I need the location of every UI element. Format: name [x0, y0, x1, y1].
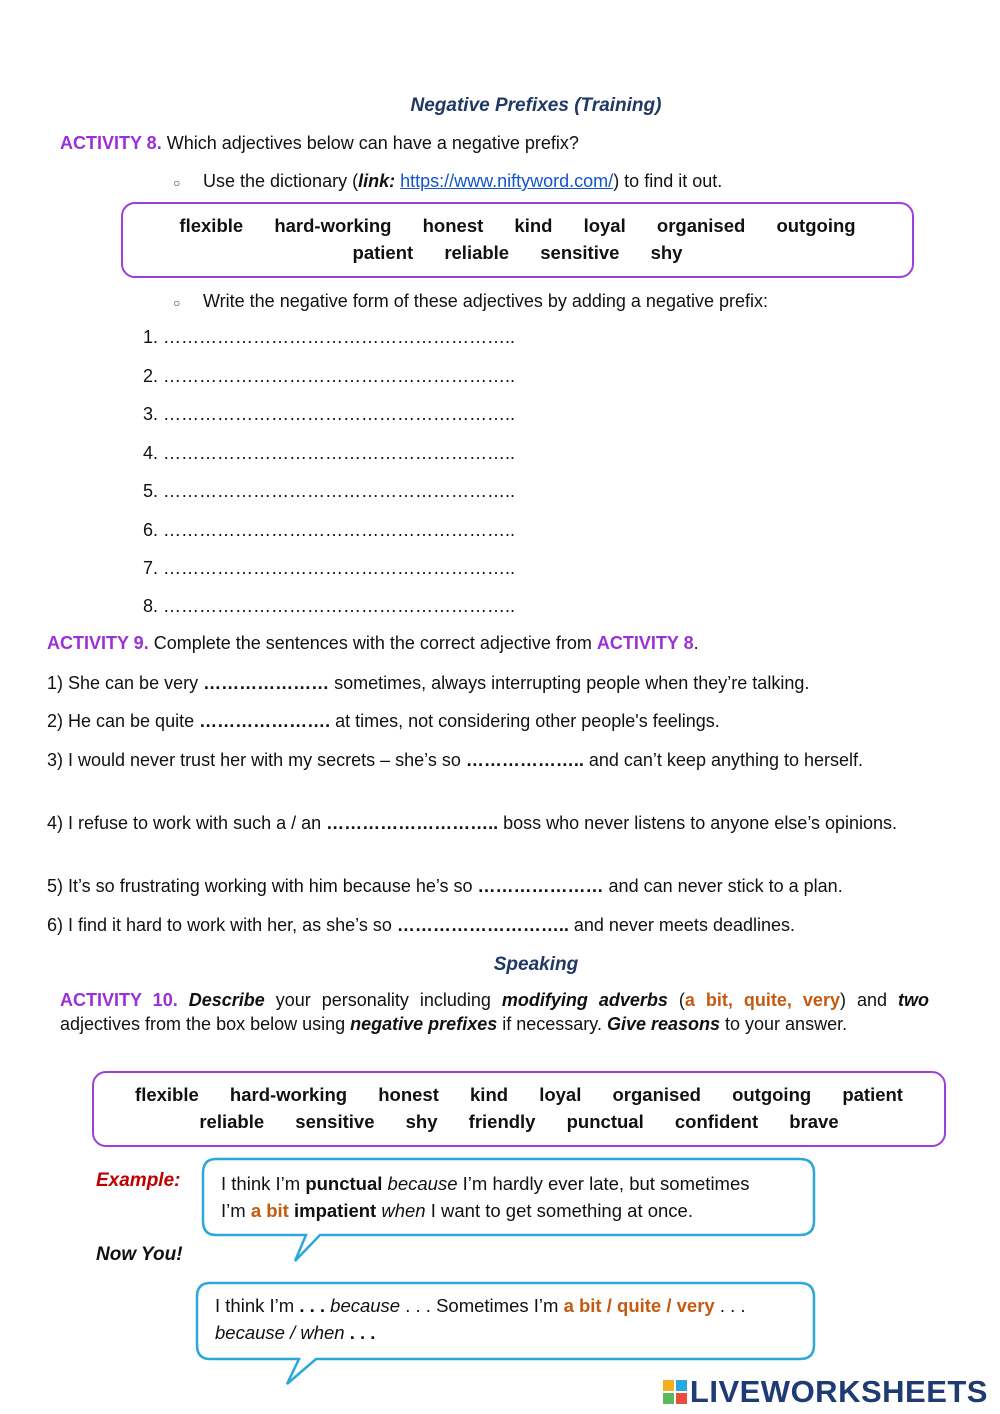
- word: reliable: [444, 242, 510, 263]
- instr: (: [667, 990, 685, 1010]
- blank[interactable]: ………………………..: [396, 915, 569, 935]
- word: outgoing: [732, 1084, 812, 1105]
- word: confident: [674, 1111, 759, 1132]
- word: hard-working: [229, 1084, 348, 1105]
- word: flexible: [135, 1084, 199, 1105]
- activity10-label: ACTIVITY 10.: [60, 990, 178, 1010]
- now-you-line-2: [215, 1319, 746, 1346]
- activity9-text: Complete the sentences with the correct adjective from: [148, 633, 597, 653]
- answer-dots: …………………………………………………..: [163, 596, 516, 616]
- word: patient: [842, 1084, 903, 1105]
- activity9-label: ACTIVITY 9.: [47, 633, 149, 653]
- example-text: [221, 1170, 750, 1224]
- t: . . .: [714, 1295, 746, 1316]
- answer-line-8[interactable]: [143, 596, 515, 617]
- t: punctual: [305, 1173, 383, 1194]
- instr: two: [898, 990, 929, 1010]
- activity9-ref: ACTIVITY 8: [596, 633, 694, 653]
- t: I’m: [221, 1200, 251, 1221]
- instr: your personality including: [264, 990, 502, 1010]
- word: shy: [650, 242, 683, 263]
- now-you-text: [215, 1292, 746, 1346]
- answer-line-3[interactable]: [143, 404, 515, 425]
- sentence-text: and can never stick to a plan.: [603, 876, 843, 896]
- answer-number: 7.: [143, 558, 159, 578]
- t: because / when: [215, 1322, 345, 1343]
- word: organised: [656, 215, 746, 236]
- t: because: [382, 1173, 458, 1194]
- sentence-text: boss who never listens to anyone else’s opinions.: [498, 813, 898, 833]
- now-you-label: Now You!: [96, 1244, 183, 1265]
- bullet2-text: Write the negative form of these adjectives by adding a negative prefix:: [203, 291, 768, 311]
- instr: Give reasons: [606, 1014, 721, 1034]
- sentence-6: [47, 913, 929, 938]
- sentence-text: and can’t keep anything to herself.: [583, 750, 864, 770]
- adjective-row-2: [94, 1111, 944, 1133]
- t: a bit / quite / very: [563, 1295, 715, 1316]
- blank[interactable]: …………………: [477, 876, 604, 896]
- word: kind: [470, 1084, 509, 1105]
- word: brave: [789, 1111, 839, 1132]
- sentence-text: 3) I would never trust her with my secrets – she’s so: [47, 750, 466, 770]
- liveworksheets-logo: [662, 1374, 988, 1410]
- speaking-heading: Speaking: [493, 954, 579, 975]
- instr: modifying adverbs: [501, 990, 668, 1010]
- answer-dots: …………………………………………………..: [163, 404, 516, 424]
- instr: Describe: [188, 990, 265, 1010]
- activity8-label: ACTIVITY 8.: [60, 133, 162, 153]
- t: . . . Sometimes I’m: [400, 1295, 564, 1316]
- t: I want to get something at once.: [425, 1200, 693, 1221]
- activity9-instruction: [47, 633, 699, 654]
- blank[interactable]: ………………………..: [326, 813, 499, 833]
- now-you-line-1: [215, 1292, 746, 1319]
- t: I think I’m: [215, 1295, 300, 1316]
- t: I think I’m: [221, 1173, 306, 1194]
- word: punctual: [566, 1111, 644, 1132]
- adjective-row-2: [123, 242, 912, 264]
- t: . . .: [344, 1322, 376, 1343]
- answer-line-1[interactable]: [143, 327, 515, 348]
- word: shy: [405, 1111, 438, 1132]
- answer-number: 8.: [143, 596, 159, 616]
- activity8-question-text: Which adjectives below can have a negative prefix?: [161, 133, 579, 153]
- sentence-text: at times, not considering other people's feelings.: [330, 711, 720, 731]
- answer-number: 3.: [143, 404, 159, 424]
- word: outgoing: [776, 215, 856, 236]
- instr: ) and: [839, 990, 898, 1010]
- bullet1-link-label: link:: [358, 171, 396, 191]
- instr: if necessary.: [497, 1014, 607, 1034]
- activity9-ref-end: .: [693, 633, 699, 653]
- sentence-5: [47, 874, 929, 899]
- word: organised: [612, 1084, 701, 1105]
- logo-text: LIVEWORKSHEETS: [689, 1374, 988, 1409]
- word: sensitive: [295, 1111, 375, 1132]
- activity8-bullet2: [173, 291, 768, 312]
- instr: negative prefixes: [350, 1014, 498, 1034]
- activity8-bullet1: [173, 171, 722, 192]
- blank[interactable]: ………………..: [465, 750, 584, 770]
- activity8-question: [60, 133, 579, 154]
- activity10-instruction: [60, 988, 929, 1036]
- answer-number: 1.: [143, 327, 159, 347]
- word: flexible: [179, 215, 244, 236]
- adjective-row-1: [94, 1084, 944, 1106]
- answer-number: 6.: [143, 520, 159, 540]
- answer-line-4[interactable]: [143, 443, 515, 464]
- example-line-2: [221, 1197, 750, 1224]
- sentence-text: 1) She can be very: [47, 673, 204, 693]
- answer-dots: …………………………………………………..: [163, 443, 516, 463]
- t: I’m hardly ever late, but sometimes: [457, 1173, 750, 1194]
- sentence-2: [47, 709, 929, 734]
- answer-number: 5.: [143, 481, 159, 501]
- answer-line-2[interactable]: [143, 366, 515, 387]
- word: hard-working: [274, 215, 392, 236]
- example-label: Example:: [96, 1170, 181, 1191]
- sentence-text: 6) I find it hard to work with her, as she’s so: [47, 915, 397, 935]
- bullet-circle-icon: ○: [173, 176, 181, 190]
- page-title: Negative Prefixes (Training): [410, 95, 662, 116]
- answer-number: 2.: [143, 366, 159, 386]
- word: loyal: [539, 1084, 582, 1105]
- t: when: [376, 1200, 426, 1221]
- answer-number: 4.: [143, 443, 159, 463]
- adjective-row-1: [123, 215, 912, 237]
- sentence-text: and never meets deadlines.: [568, 915, 796, 935]
- sentence-3: [47, 748, 929, 773]
- liveworksheets-logo-icon: [662, 1379, 688, 1405]
- word: kind: [514, 215, 553, 236]
- sentence-1: [47, 671, 929, 696]
- t: a bit: [250, 1200, 289, 1221]
- answer-dots: …………………………………………………..: [163, 520, 516, 540]
- sentence-text: 2) He can be quite: [47, 711, 200, 731]
- bullet1-post: ) to find it out.: [613, 171, 723, 191]
- word: patient: [352, 242, 414, 263]
- dictionary-link[interactable]: https://www.niftyword.com/: [400, 171, 614, 191]
- bullet1-pre: Use the dictionary (: [203, 171, 359, 191]
- answer-dots: …………………………………………………..: [163, 327, 516, 347]
- sentence-text: 4) I refuse to work with such a / an: [47, 813, 327, 833]
- sentence-text: 5) It’s so frustrating working with him because he’s so: [47, 876, 478, 896]
- word: honest: [378, 1084, 439, 1105]
- answer-line-5[interactable]: [143, 481, 515, 502]
- answer-dots: …………………………………………………..: [163, 366, 516, 386]
- sentence-text: sometimes, always interrupting people when they’re talking.: [329, 673, 810, 693]
- instr: adjectives from the box below using: [60, 1014, 351, 1034]
- answer-dots: …………………………………………………..: [163, 558, 516, 578]
- adjective-box-activity10: [92, 1071, 946, 1147]
- blank[interactable]: …………………: [203, 673, 330, 693]
- word: sensitive: [540, 242, 620, 263]
- word: friendly: [468, 1111, 536, 1132]
- bullet-circle-icon: ○: [173, 296, 181, 310]
- word: reliable: [199, 1111, 265, 1132]
- answer-dots: …………………………………………………..: [163, 481, 516, 501]
- word: loyal: [583, 215, 626, 236]
- word: honest: [422, 215, 484, 236]
- adjective-box-activity8: [121, 202, 914, 278]
- sentence-4: [47, 811, 929, 836]
- t: . . .: [299, 1295, 326, 1316]
- instr: to your answer.: [720, 1014, 848, 1034]
- answer-line-6[interactable]: [143, 520, 515, 541]
- t: impatient: [288, 1200, 377, 1221]
- blank[interactable]: ………………….: [199, 711, 331, 731]
- adverbs: a bit, quite, very: [684, 990, 840, 1010]
- answer-line-7[interactable]: [143, 558, 515, 579]
- t: because: [325, 1295, 401, 1316]
- example-line-1: [221, 1170, 750, 1197]
